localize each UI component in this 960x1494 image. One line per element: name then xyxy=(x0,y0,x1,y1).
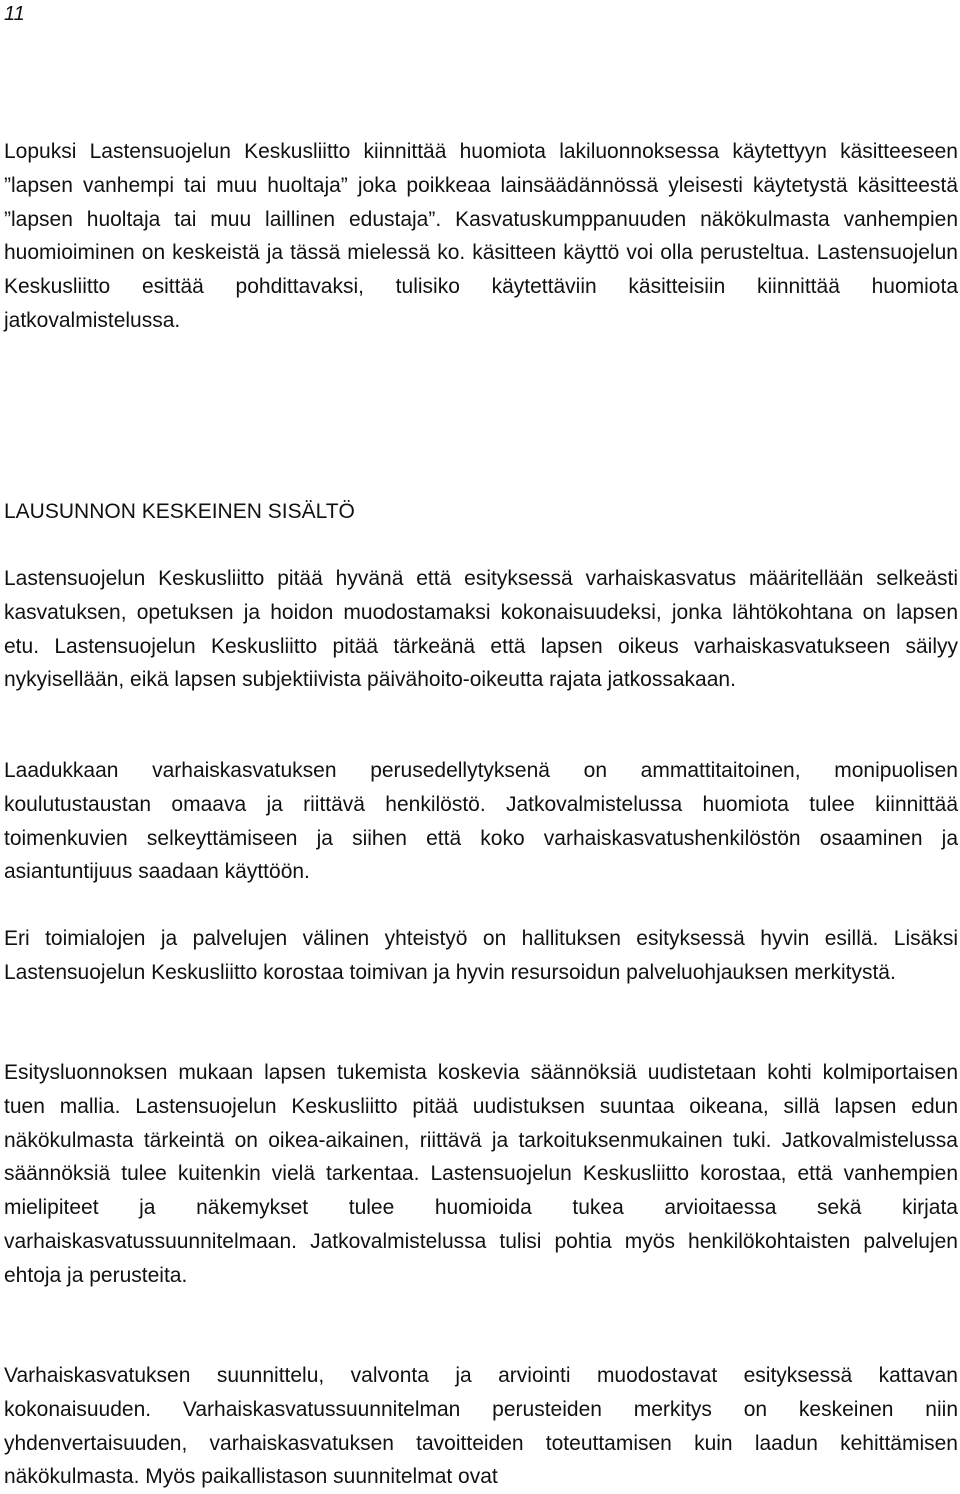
paragraph-5: Varhaiskasvatuksen suunnittelu, valvonta ja arviointi muodostavat esityksessä kattavan kokonaisuuden. Varhaiskasvatussuunnitelman perusteiden merkitys on keskeinen niin yhdenvertaisuuden, varhaiskasvatuksen tavoitteiden toteuttamisen kuin laadun kehittämisen näkökulmasta. Myös paikallistason suunnitelmat ovat xyxy=(4,1364,958,1489)
paragraph-4: Esitysluonnoksen mukaan lapsen tukemista koskevia säännöksiä uudistetaan kohti kolmiportaisen tuen mallia. Lastensuojelun Keskusliitto pitää uudistuksen suuntaa oikeana, sillä lapsen edun näkökulmasta tärkeintä on oikea-aikainen, riittävä ja tarkoituksenmukainen tuki. Jatkovalmistelussa säännöksiä tulee kuitenkin vielä tarkentaa. Lastensuojelun Keskusliitto korostaa, että vanhempien mielipiteet ja näkemykset tulee huomioida tukea arvioitaessa sekä kirjata varhaiskasvatussuunnitelmaan. Jatkovalmistelussa tulisi pohtia myös henkilökohtaisten palvelujen ehtoja ja perusteita. xyxy=(4,1061,958,1287)
paragraph-1: Lastensuojelun Keskusliitto pitää hyvänä että esityksessä varhaiskasvatus määritellään selkeästi kasvatuksen, opetuksen ja hoidon muodostamaksi kokonaisuudeksi, jonka lähtökohtana on lapsen etu. Lastensuojelun Keskusliitto pitää tärkeänä että lapsen oikeus varhaiskasvatukseen säilyy nykyisellään, eikä lapsen subjektiivista päivähoito-oikeutta rajata jatkossakaan. xyxy=(4,567,958,692)
paragraph-2: Laadukkaan varhaiskasvatuksen perusedellytyksenä on ammattitaitoinen, monipuolisen koulutustaustan omaava ja riittävä henkilöstö. Jatkovalmistelussa huomiota tulee kiinnittää toimenkuvien selkeyttämiseen ja siihen että koko varhaiskasvatushenkilöstön osaaminen ja asiantuntijuus saadaan käyttöön. xyxy=(4,759,958,884)
intro-paragraph: Lopuksi Lastensuojelun Keskusliitto kiinnittää huomiota lakiluonnoksessa käytettyyn käsitteeseen ”lapsen vanhempi tai muu huoltaja” joka poikkeaa lainsäädännössä yleisesti käytetystä käsitteestä ”lapsen huoltaja tai muu laillinen edustaja”. Kasvatuskumppanuuden näkökulmasta vanhempien huomioiminen on keskeistä ja tässä mielessä ko. käsitteen käyttö voi olla perusteltua. Lastensuojelun Keskusliitto esittää pohdittavaksi, tulisiko käytettäviin käsitteisiin kiinnittää huomiota jatkovalmistelussa. xyxy=(4,140,958,332)
section-heading: LAUSUNNON KESKEINEN SISÄLTÖ xyxy=(4,500,355,523)
paragraph-3: Eri toimialojen ja palvelujen välinen yhteistyö on hallituksen esityksessä hyvin esillä. Lisäksi Lastensuojelun Keskusliitto korostaa toimivan ja hyvin resursoidun palveluohjauksen merkitystä. xyxy=(4,927,958,984)
page-number: 11 xyxy=(4,3,25,25)
